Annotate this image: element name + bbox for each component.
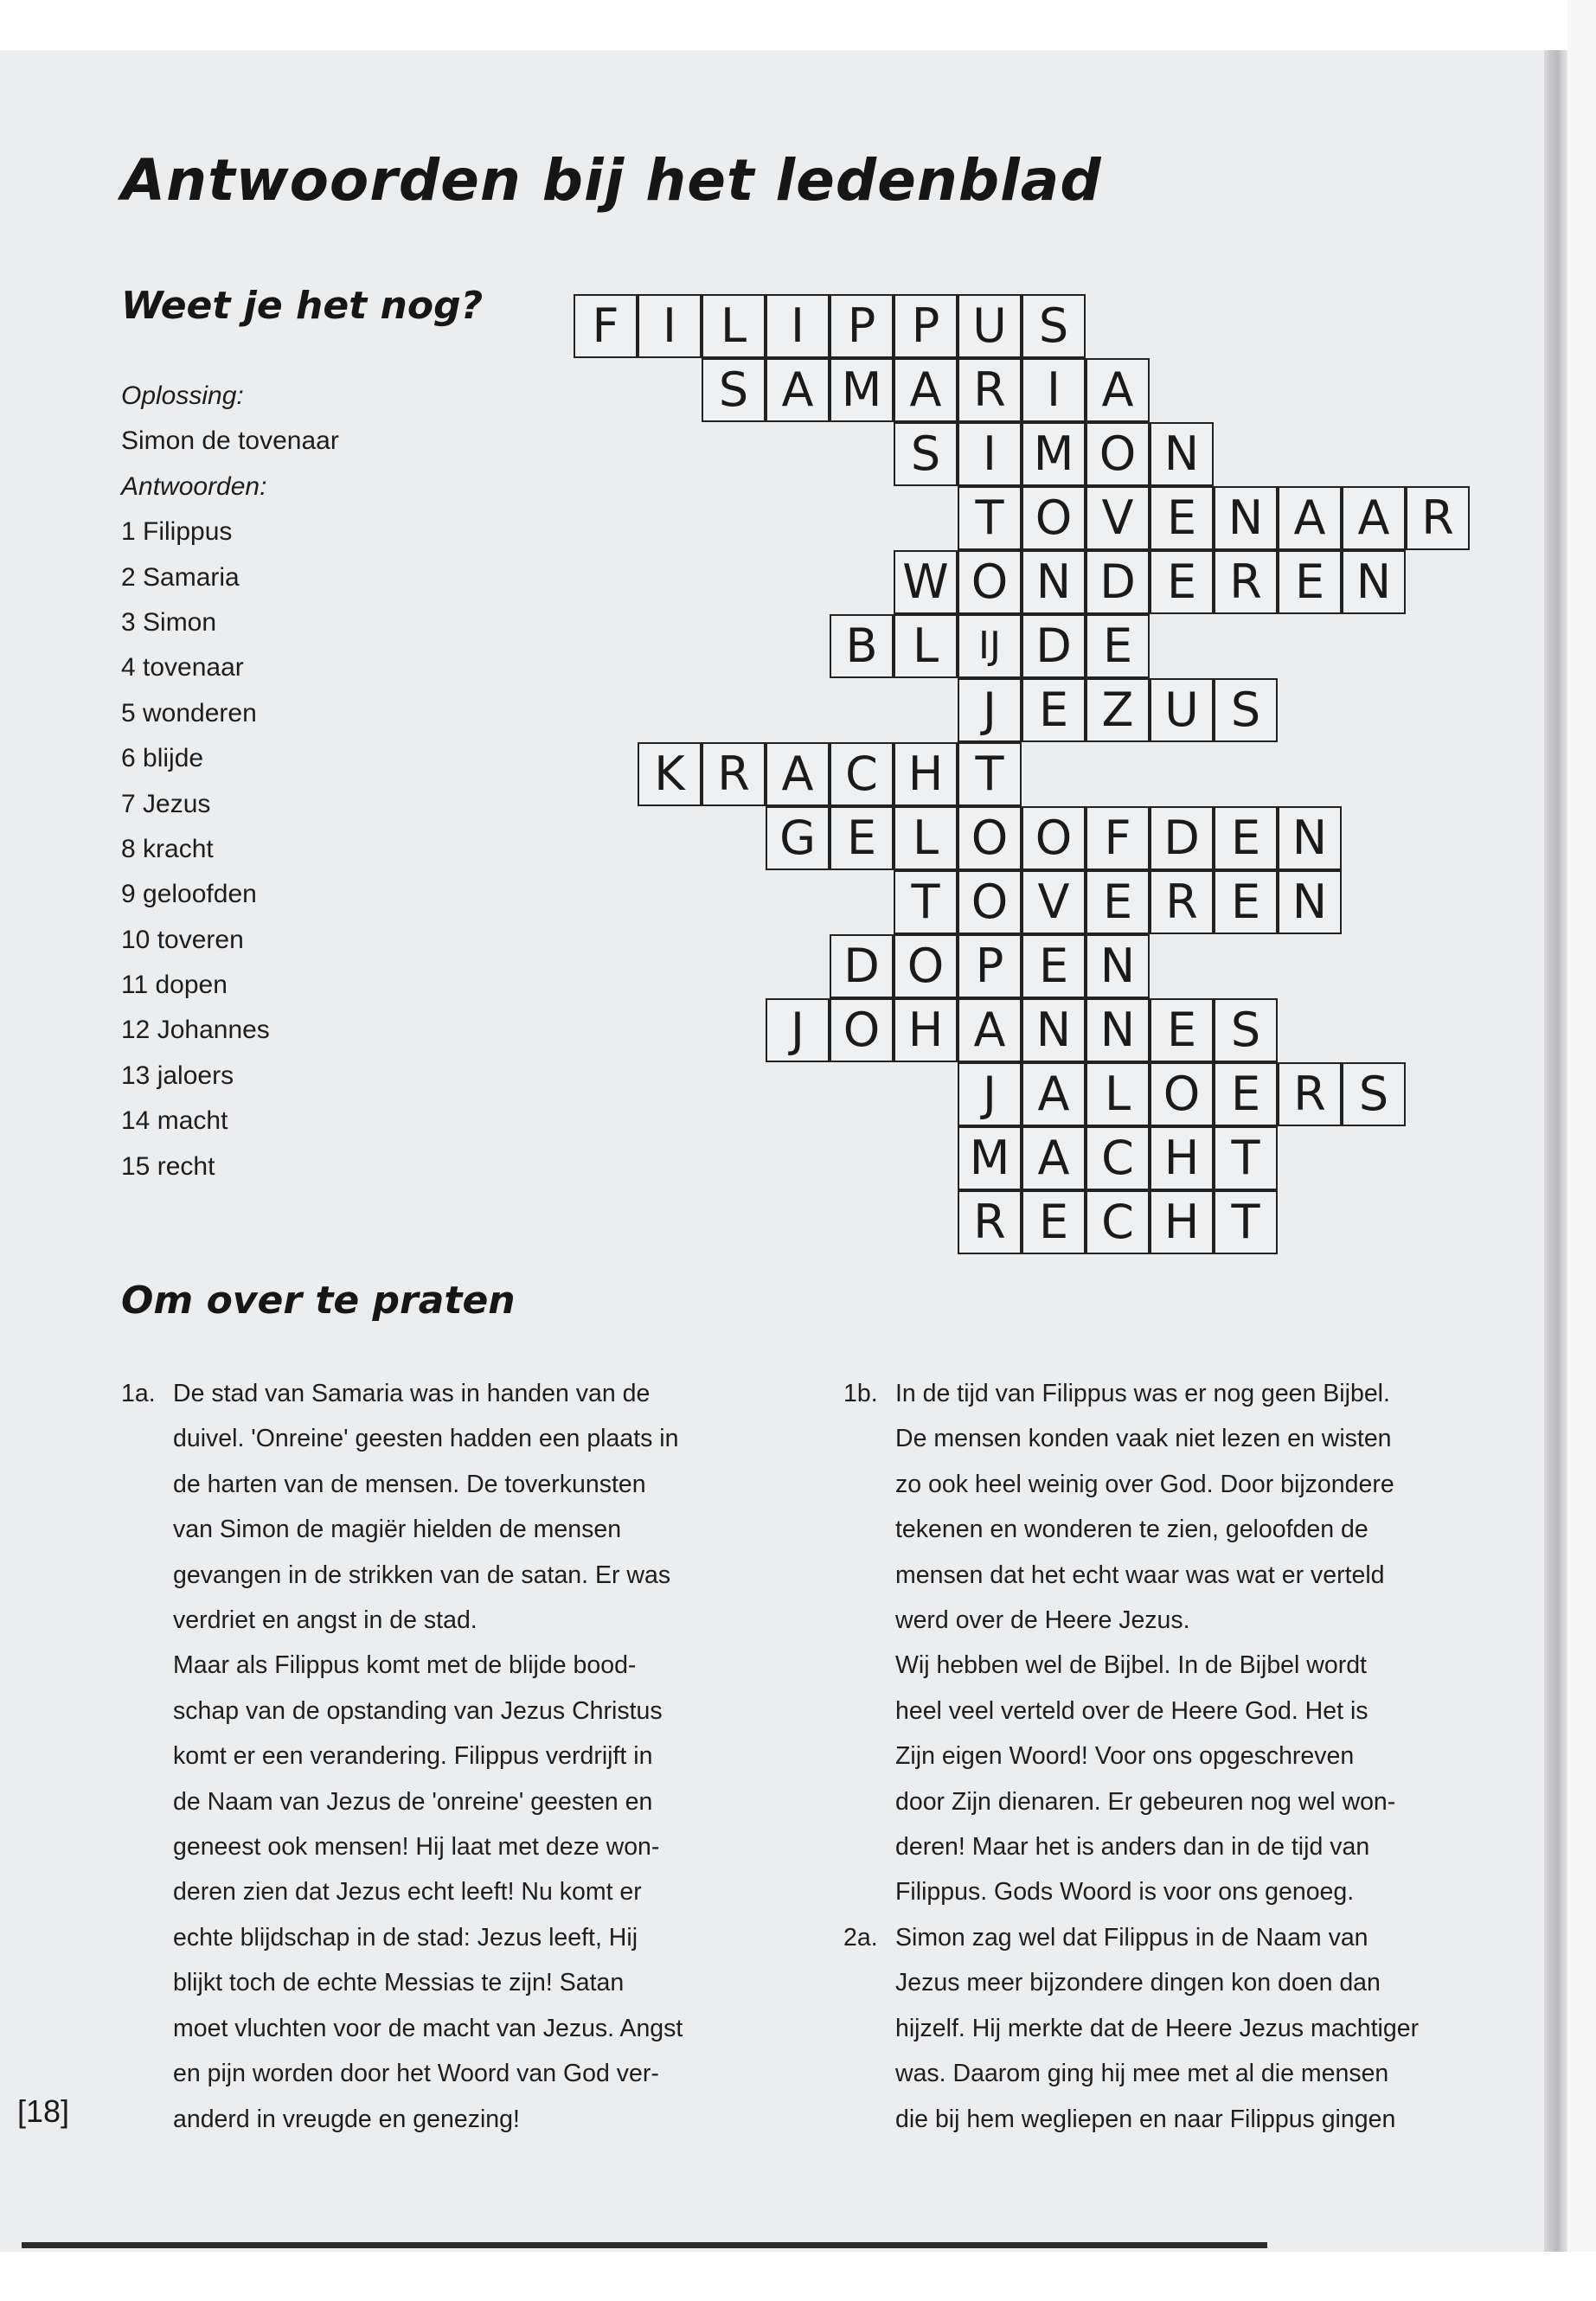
crossword-cell: H	[894, 742, 958, 806]
crossword-cell: R	[1150, 870, 1214, 934]
crossword-cell: A	[1086, 358, 1150, 422]
crossword-cell: G	[766, 806, 830, 870]
crossword-cell: A	[1342, 486, 1406, 550]
paragraph-line: In de tijd van Filippus was er nog geen Bijbel.	[895, 1380, 1390, 1407]
crossword-cell: T	[958, 742, 1022, 806]
crossword-cell: R	[1278, 1062, 1342, 1126]
crossword-cell: O	[958, 870, 1022, 934]
crossword-cell: A	[1022, 1062, 1086, 1126]
crossword-cell: E	[1150, 550, 1214, 614]
paragraph-line: deren! Maar het is anders dan in de tijd van	[895, 1833, 1370, 1862]
crossword-cell: P	[894, 294, 958, 358]
crossword-cell: M	[1022, 422, 1086, 486]
crossword-cell: N	[1342, 550, 1406, 614]
crossword-cell: K	[638, 742, 702, 806]
crossword-cell: T	[958, 486, 1022, 550]
crossword-cell: E	[830, 806, 894, 870]
crossword-cell: S	[1214, 998, 1278, 1062]
discussion-column-right	[843, 1371, 1475, 2142]
discussion-column-left	[121, 1371, 753, 2142]
question-number: 1b.	[843, 1380, 878, 1407]
paragraph-line: tekenen en wonderen te zien, geloofden de	[895, 1516, 1368, 1544]
crossword-cell: S	[1342, 1062, 1406, 1126]
paragraph-line: van Simon de magiër hielden de mensen	[173, 1516, 622, 1544]
crossword-cell: I	[766, 294, 830, 358]
paragraph-line: was. Daarom ging hij mee met al die mensen	[895, 2060, 1389, 2088]
crossword-cell: A	[958, 998, 1022, 1062]
crossword-cell: E	[1214, 1062, 1278, 1126]
answer-item: 1 Filippus	[121, 517, 233, 547]
crossword-cell: J	[958, 1062, 1022, 1126]
answer-item: 14 macht	[121, 1106, 228, 1136]
crossword-cell: R	[1406, 486, 1470, 550]
answer-item: 9 geloofden	[121, 880, 257, 909]
crossword-cell: R	[702, 742, 766, 806]
crossword-cell: V	[1022, 870, 1086, 934]
crossword-cell: R	[958, 358, 1022, 422]
crossword-cell: O	[830, 998, 894, 1062]
crossword-cell: E	[1022, 1190, 1086, 1254]
crossword-cell: T	[894, 870, 958, 934]
crossword-cell: E	[1214, 806, 1278, 870]
paragraph-line: komt er een verandering. Filippus verdrijft in	[173, 1742, 653, 1771]
answer-item: 15 recht	[121, 1151, 215, 1181]
crossword-cell: O	[958, 550, 1022, 614]
crossword-cell: A	[1022, 1126, 1086, 1190]
paragraph-line: de Naam van Jezus de 'onreine' geesten en	[173, 1787, 653, 1816]
crossword-cell: O	[1150, 1062, 1214, 1126]
paragraph-line: de harten van de mensen. De toverkunsten	[173, 1470, 646, 1498]
crossword-cell: H	[894, 998, 958, 1062]
answer-item: 8 kracht	[121, 834, 214, 863]
crossword-cell: N	[1022, 550, 1086, 614]
crossword-cell: D	[1022, 614, 1086, 678]
crossword-cell: C	[1086, 1190, 1150, 1254]
scan-margin-bottom	[0, 2252, 1596, 2301]
paragraph-line: die bij hem wegliepen en naar Filippus gingen	[895, 2105, 1396, 2133]
crossword-cell: R	[1214, 550, 1278, 614]
paragraph-line: mensen dat het echt waar was wat er verteld	[895, 1561, 1385, 1589]
question-answer-paragraph	[121, 1371, 753, 2142]
answer-item: 3 Simon	[121, 607, 217, 637]
crossword-cell: N	[1086, 998, 1150, 1062]
crossword-cell: D	[1150, 806, 1214, 870]
crossword-cell: O	[894, 934, 958, 998]
crossword-cell: E	[1086, 614, 1150, 678]
section-title-om-over-te-praten: Om over te praten	[121, 1279, 516, 1323]
paragraph-line: duivel. 'Onreine' geesten hadden een plaats in	[173, 1425, 679, 1453]
paragraph-line: anderd in vreugde en genezing!	[173, 2105, 520, 2133]
crossword-cell: N	[1214, 486, 1278, 550]
paragraph-line: heel veel verteld over de Heere God. Het is	[895, 1696, 1368, 1725]
crossword-cell: C	[830, 742, 894, 806]
crossword-cell: W	[894, 550, 958, 614]
page-number: [18]	[17, 2093, 70, 2129]
crossword-cell: A	[1278, 486, 1342, 550]
crossword-cell: J	[958, 678, 1022, 742]
paragraph-line: gevangen in de strikken van de satan. Er was	[173, 1561, 671, 1589]
page-bottom-edge	[22, 2242, 1267, 2248]
crossword-cell: E	[1278, 550, 1342, 614]
crossword-cell: S	[1214, 678, 1278, 742]
answer-item: 7 Jezus	[121, 789, 211, 818]
crossword-cell: N	[1278, 870, 1342, 934]
crossword-cell: E	[1022, 678, 1086, 742]
crossword-cell: E	[1150, 998, 1214, 1062]
question-number: 2a.	[843, 1923, 878, 1952]
paragraph-line: Maar als Filippus komt met de blijde bood-	[173, 1651, 637, 1680]
scan-margin-right	[1567, 0, 1596, 2301]
crossword-cell: IJ	[958, 614, 1022, 678]
paragraph-line: deren zien dat Jezus echt leeft! Nu komt er	[173, 1878, 642, 1907]
crossword-cell: R	[958, 1190, 1022, 1254]
crossword-cell: D	[1086, 550, 1150, 614]
crossword-cell: L	[1086, 1062, 1150, 1126]
paragraph-line: door Zijn dienaren. Er gebeuren nog wel won-	[895, 1787, 1396, 1816]
page-spine-shadow	[1544, 50, 1567, 2252]
paragraph-line: echte blijdschap in de stad: Jezus leeft, Hij	[173, 1923, 638, 1952]
crossword-cell: J	[766, 998, 830, 1062]
paragraph-line: Zijn eigen Woord! Voor ons opgeschreven	[895, 1742, 1355, 1771]
section-title-weet-je-het-nog: Weet je het nog?	[121, 284, 484, 328]
answer-item: 2 Samaria	[121, 562, 240, 592]
paragraph-line: Filippus. Gods Woord is voor ons genoeg.	[895, 1878, 1355, 1907]
paragraph-line: schap van de opstanding van Jezus Christus	[173, 1696, 663, 1725]
answer-item: 6 blijde	[121, 744, 204, 773]
crossword-cell: S	[894, 422, 958, 486]
question-answer-paragraph	[843, 1915, 1475, 2142]
scan-margin-top	[0, 0, 1596, 50]
crossword-cell: B	[830, 614, 894, 678]
crossword-cell: I	[958, 422, 1022, 486]
paragraph-line: Wij hebben wel de Bijbel. In de Bijbel wordt	[895, 1651, 1367, 1680]
crossword-cell: O	[1086, 422, 1150, 486]
crossword-cell: N	[1278, 806, 1342, 870]
crossword-cell: I	[638, 294, 702, 358]
answer-item: 11 dopen	[121, 971, 228, 1000]
crossword-cell: H	[1150, 1126, 1214, 1190]
crossword-cell: F	[574, 294, 638, 358]
solution-value: Simon de tovenaar	[121, 426, 339, 456]
crossword-cell: S	[1022, 294, 1086, 358]
answer-item: 10 toveren	[121, 925, 244, 954]
paragraph-line: Jezus meer bijzondere dingen kon doen dan	[895, 1969, 1381, 1997]
crossword-cell: Z	[1086, 678, 1150, 742]
crossword-cell: U	[958, 294, 1022, 358]
crossword-cell: L	[894, 806, 958, 870]
paragraph-line: blijkt toch de echte Messias te zijn! Satan	[173, 1969, 625, 1997]
crossword-cell: L	[894, 614, 958, 678]
crossword-cell: M	[958, 1126, 1022, 1190]
crossword-cell: M	[830, 358, 894, 422]
crossword-cell: N	[1086, 934, 1150, 998]
crossword-cell: E	[1022, 934, 1086, 998]
crossword-cell: A	[894, 358, 958, 422]
question-number: 1a.	[121, 1380, 156, 1407]
crossword-cell: O	[1022, 806, 1086, 870]
paragraph-line: werd over de Heere Jezus.	[895, 1606, 1190, 1635]
crossword-cell: N	[1150, 422, 1214, 486]
crossword-cell: E	[1150, 486, 1214, 550]
crossword-cell: F	[1086, 806, 1150, 870]
paragraph-line: verdriet en angst in de stad.	[173, 1606, 478, 1635]
answers-list	[121, 374, 484, 1189]
paragraph-line: en pijn worden door het Woord van God ver-	[173, 2060, 659, 2088]
crossword-cell: A	[766, 358, 830, 422]
crossword-cell: V	[1086, 486, 1150, 550]
crossword-cell: D	[830, 934, 894, 998]
paragraph-line: moet vluchten voor de macht van Jezus. Angst	[173, 2014, 683, 2042]
paragraph-line: De stad van Samaria was in handen van de	[173, 1380, 651, 1407]
crossword-cell: S	[702, 358, 766, 422]
paragraph-line: hijzelf. Hij merkte dat de Heere Jezus machtiger	[895, 2014, 1420, 2042]
answer-item: 5 wonderen	[121, 698, 257, 727]
answers-items	[121, 510, 484, 1189]
crossword-cell: L	[702, 294, 766, 358]
paragraph-line: De mensen konden vaak niet lezen en wisten	[895, 1425, 1392, 1453]
answer-item: 4 tovenaar	[121, 653, 244, 683]
crossword-cell: T	[1214, 1126, 1278, 1190]
crossword-cell: E	[1214, 870, 1278, 934]
crossword-cell: A	[766, 742, 830, 806]
crossword-cell: U	[1150, 678, 1214, 742]
crossword-cell: C	[1086, 1126, 1150, 1190]
crossword-cell: I	[1022, 358, 1086, 422]
paragraph-line: Simon zag wel dat Filippus in de Naam van	[895, 1923, 1368, 1952]
crossword-cell: P	[830, 294, 894, 358]
crossword-cell: N	[1022, 998, 1086, 1062]
crossword-cell: P	[958, 934, 1022, 998]
crossword-cell: E	[1086, 870, 1150, 934]
paragraph-line: geneest ook mensen! Hij laat met deze won-	[173, 1833, 660, 1862]
page-title: Antwoorden bij het ledenblad	[121, 147, 1102, 214]
answers-label: Antwoorden:	[121, 471, 267, 501]
crossword-cell: O	[1022, 486, 1086, 550]
answer-item: 12 Johannes	[121, 1016, 270, 1045]
crossword-cell: T	[1214, 1190, 1278, 1254]
solution-label: Oplossing:	[121, 381, 244, 410]
question-answer-paragraph	[843, 1371, 1475, 1915]
crossword-cell: H	[1150, 1190, 1214, 1254]
crossword-cell: O	[958, 806, 1022, 870]
paragraph-line: zo ook heel weinig over God. Door bijzondere	[895, 1470, 1394, 1498]
answer-item: 13 jaloers	[121, 1061, 234, 1090]
